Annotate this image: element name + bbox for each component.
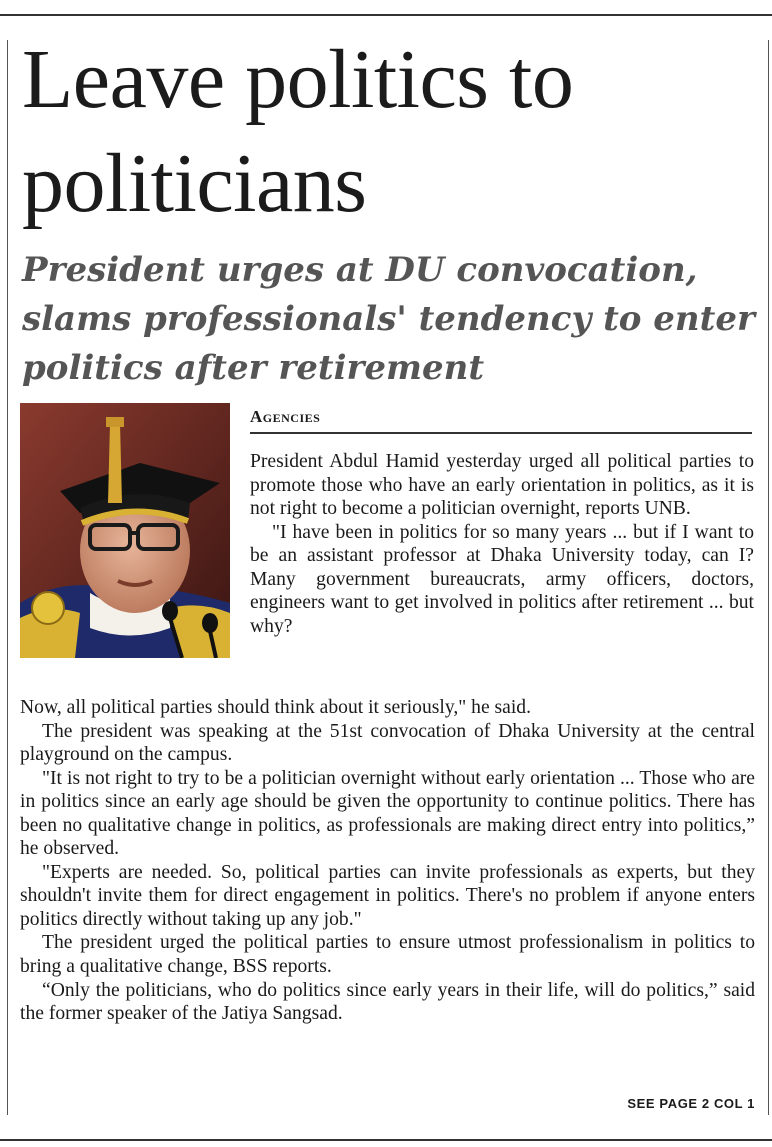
article-body-wide (20, 696, 755, 1026)
subheadline: President urges at DU convocation, slams professionals' tendency to enter politics after retirement (22, 250, 755, 388)
paragraph-7: “Only the politicians, who do politics since early years in their life, will do politics,” said the former speaker of the Jatiya Sangsad. (20, 979, 755, 1025)
paragraph-2-continued: Now, all political parties should think about it seriously," he said. (20, 697, 532, 718)
left-column-rule (7, 40, 8, 1115)
paragraph-4: "It is not right to try to be a politician overnight without early orientation ... Those who are in politics since an early age should be given the opportunity to continue politics. There has been no qualitative change in politics, as professionals are making direct entry into politics,” he observed. (20, 767, 755, 860)
headline: Leave politics to politicians (22, 33, 574, 230)
article-body-top (250, 450, 754, 638)
paragraph-3: The president was speaking at the 51st convocation of Dhaka University at the central playground on the campus. (20, 720, 755, 766)
paragraph-1: President Abdul Hamid yesterday urged all political parties to promote those who have an early orientation in politics, as it is not right to become a politician overnight, reports UNB. (250, 451, 754, 520)
bottom-rule (0, 1139, 772, 1141)
paragraph-2: "I have been in politics for so many years ... but if I want to be an assistant professor at Dhaka University today, can I? Many government bureaucrats, army officers, doctors, engineers want to get involved in politics after retirement ... but why? (250, 521, 754, 637)
paragraph-6: The president urged the political parties to ensure utmost professionalism in politics to bring a qualitative change, BSS reports. (20, 932, 755, 978)
right-column-rule (768, 40, 769, 1115)
byline: Agencies (250, 407, 752, 434)
top-rule (0, 14, 772, 16)
paragraph-5: "Experts are needed. So, political parties can invite professionals as experts, but they shouldn't invite them for direct engagement in politics. There's no problem if anyone enters politics directly without taking up any job." (20, 861, 755, 930)
president-photo (20, 403, 230, 658)
continuation-jump-link[interactable]: SEE PAGE 2 COL 1 (627, 1096, 755, 1111)
